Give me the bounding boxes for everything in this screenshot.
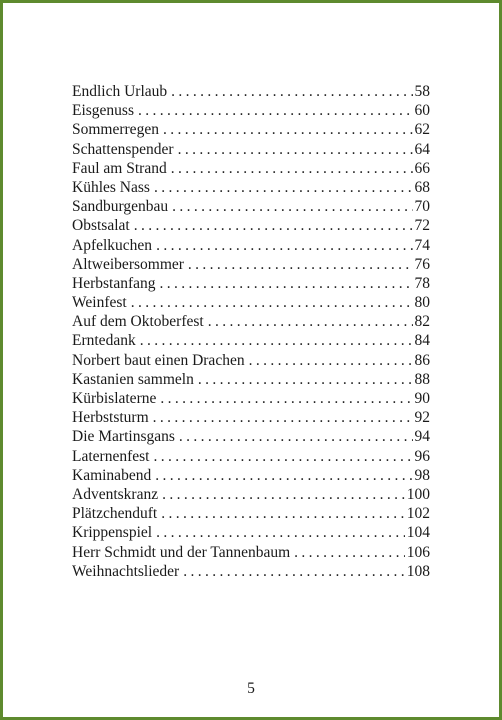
toc-entry-page: 102 xyxy=(406,505,430,523)
toc-entry-title: Norbert baut einen Drachen xyxy=(72,351,245,369)
toc-entry[interactable] xyxy=(72,466,430,485)
toc-entry-page: 76 xyxy=(414,255,430,273)
toc-entry[interactable] xyxy=(72,427,430,446)
toc-entry-title: Krippenspiel xyxy=(72,524,153,542)
dot-leader xyxy=(178,140,413,159)
toc-entry[interactable] xyxy=(72,447,430,466)
toc-entry[interactable] xyxy=(72,485,430,504)
toc-entry[interactable] xyxy=(72,389,430,408)
dot-leader xyxy=(160,389,412,408)
toc-entry-title: Herbststurm xyxy=(72,409,149,427)
toc-entry-title: Erntedank xyxy=(72,332,136,350)
dot-leader xyxy=(153,408,413,427)
dot-leader xyxy=(134,216,413,235)
toc-entry[interactable] xyxy=(72,504,430,523)
toc-entry-title: Weinfest xyxy=(72,294,127,312)
toc-entry-page: 74 xyxy=(414,236,430,254)
dot-leader xyxy=(156,523,405,542)
toc-entry-title: Kaminabend xyxy=(72,466,152,484)
dot-leader xyxy=(198,370,413,389)
toc-entry-page: 96 xyxy=(414,447,430,465)
toc-entry-page: 60 xyxy=(414,102,430,120)
toc-entry-title: Altweibersommer xyxy=(72,255,184,273)
toc-entry-title: Auf dem Oktoberfest xyxy=(72,313,204,331)
toc-entry[interactable] xyxy=(72,312,430,331)
toc-entry-page: 62 xyxy=(414,121,430,139)
toc-entry[interactable] xyxy=(72,140,430,159)
toc-entry-title: Endlich Urlaub xyxy=(72,83,168,100)
toc-entry[interactable] xyxy=(72,331,430,350)
toc-entry-page: 86 xyxy=(414,351,430,369)
dot-leader xyxy=(131,293,413,312)
toc-entry-page: 68 xyxy=(414,178,430,196)
toc-entry[interactable] xyxy=(72,255,430,274)
table-of-contents xyxy=(72,82,430,581)
toc-entry[interactable] xyxy=(72,370,430,389)
toc-entry-page: 108 xyxy=(406,562,430,580)
toc-entry-title: Weihnachtslieder xyxy=(72,562,180,580)
toc-entry-page: 82 xyxy=(414,313,430,331)
toc-entry-page: 104 xyxy=(406,524,430,542)
toc-entry-page: 70 xyxy=(414,198,430,216)
toc-entry-title: Eisgenuss xyxy=(72,102,134,120)
toc-entry[interactable] xyxy=(72,197,430,216)
dot-leader xyxy=(179,427,413,446)
toc-entry-page: 80 xyxy=(414,294,430,312)
toc-entry-page: 84 xyxy=(414,332,430,350)
toc-entry-page: 94 xyxy=(414,428,430,446)
toc-entry-title: Faul am Strand xyxy=(72,159,167,177)
toc-entry[interactable] xyxy=(72,120,430,139)
dot-leader xyxy=(171,159,413,178)
dot-leader xyxy=(188,255,413,274)
toc-entry-title: Kühles Nass xyxy=(72,178,150,196)
toc-entry-title: Die Martinsgans xyxy=(72,428,175,446)
toc-entry[interactable] xyxy=(72,159,430,178)
toc-entry-title: Herbstanfang xyxy=(72,274,156,292)
toc-entry-page: 88 xyxy=(414,370,430,388)
toc-entry-page: 64 xyxy=(414,140,430,158)
toc-entry-page: 106 xyxy=(406,543,430,561)
dot-leader xyxy=(156,236,412,255)
toc-entry[interactable] xyxy=(72,562,430,581)
dot-leader xyxy=(153,447,412,466)
toc-entry-page: 66 xyxy=(414,159,430,177)
toc-entry[interactable] xyxy=(72,408,430,427)
dot-leader xyxy=(140,331,413,350)
toc-entry-title: Apfelkuchen xyxy=(72,236,153,254)
toc-entry[interactable] xyxy=(72,178,430,197)
page-number: 5 xyxy=(247,680,255,697)
toc-entry-title: Obstsalat xyxy=(72,217,130,235)
toc-entry[interactable] xyxy=(72,236,430,255)
toc-entry-title: Plätzchenduft xyxy=(72,505,158,523)
dot-leader xyxy=(154,178,413,197)
toc-entry[interactable] xyxy=(72,543,430,562)
dot-leader xyxy=(162,485,405,504)
toc-entry-page: 92 xyxy=(414,409,430,427)
toc-entry-title: Schattenspender xyxy=(72,140,174,158)
toc-entry-title: Adventskranz xyxy=(72,485,159,503)
toc-entry[interactable] xyxy=(72,216,430,235)
toc-entry-title: Kastanien sammeln xyxy=(72,370,194,388)
toc-entry-title: Kürbislaterne xyxy=(72,390,157,407)
toc-entry[interactable] xyxy=(72,293,430,312)
toc-entry-title: Sommerregen xyxy=(72,121,159,139)
toc-entry-page: 58 xyxy=(414,83,430,100)
toc-entry-page: 78 xyxy=(414,274,430,292)
toc-entry-title: Sandburgenbau xyxy=(72,198,169,216)
toc-entry-title: Herr Schmidt und der Tannenbaum xyxy=(72,543,291,561)
dot-leader xyxy=(163,120,413,139)
dot-leader xyxy=(171,82,412,101)
toc-entry[interactable] xyxy=(72,274,430,293)
dot-leader xyxy=(138,101,413,120)
dot-leader xyxy=(161,504,405,523)
toc-entry[interactable] xyxy=(72,101,430,120)
toc-entry[interactable] xyxy=(72,523,430,542)
toc-entry-page: 72 xyxy=(414,217,430,235)
dot-leader xyxy=(249,351,413,370)
toc-entry-page: 100 xyxy=(406,485,430,503)
dot-leader xyxy=(172,197,412,216)
toc-entry[interactable] xyxy=(72,82,430,101)
dot-leader xyxy=(208,312,413,331)
toc-entry-page: 90 xyxy=(414,390,430,407)
dot-leader xyxy=(294,543,405,562)
toc-entry-title: Laternenfest xyxy=(72,447,150,465)
toc-entry-page: 98 xyxy=(414,466,430,484)
dot-leader xyxy=(155,466,412,485)
dot-leader xyxy=(183,562,405,581)
toc-entry[interactable] xyxy=(72,351,430,370)
dot-leader xyxy=(160,274,413,293)
